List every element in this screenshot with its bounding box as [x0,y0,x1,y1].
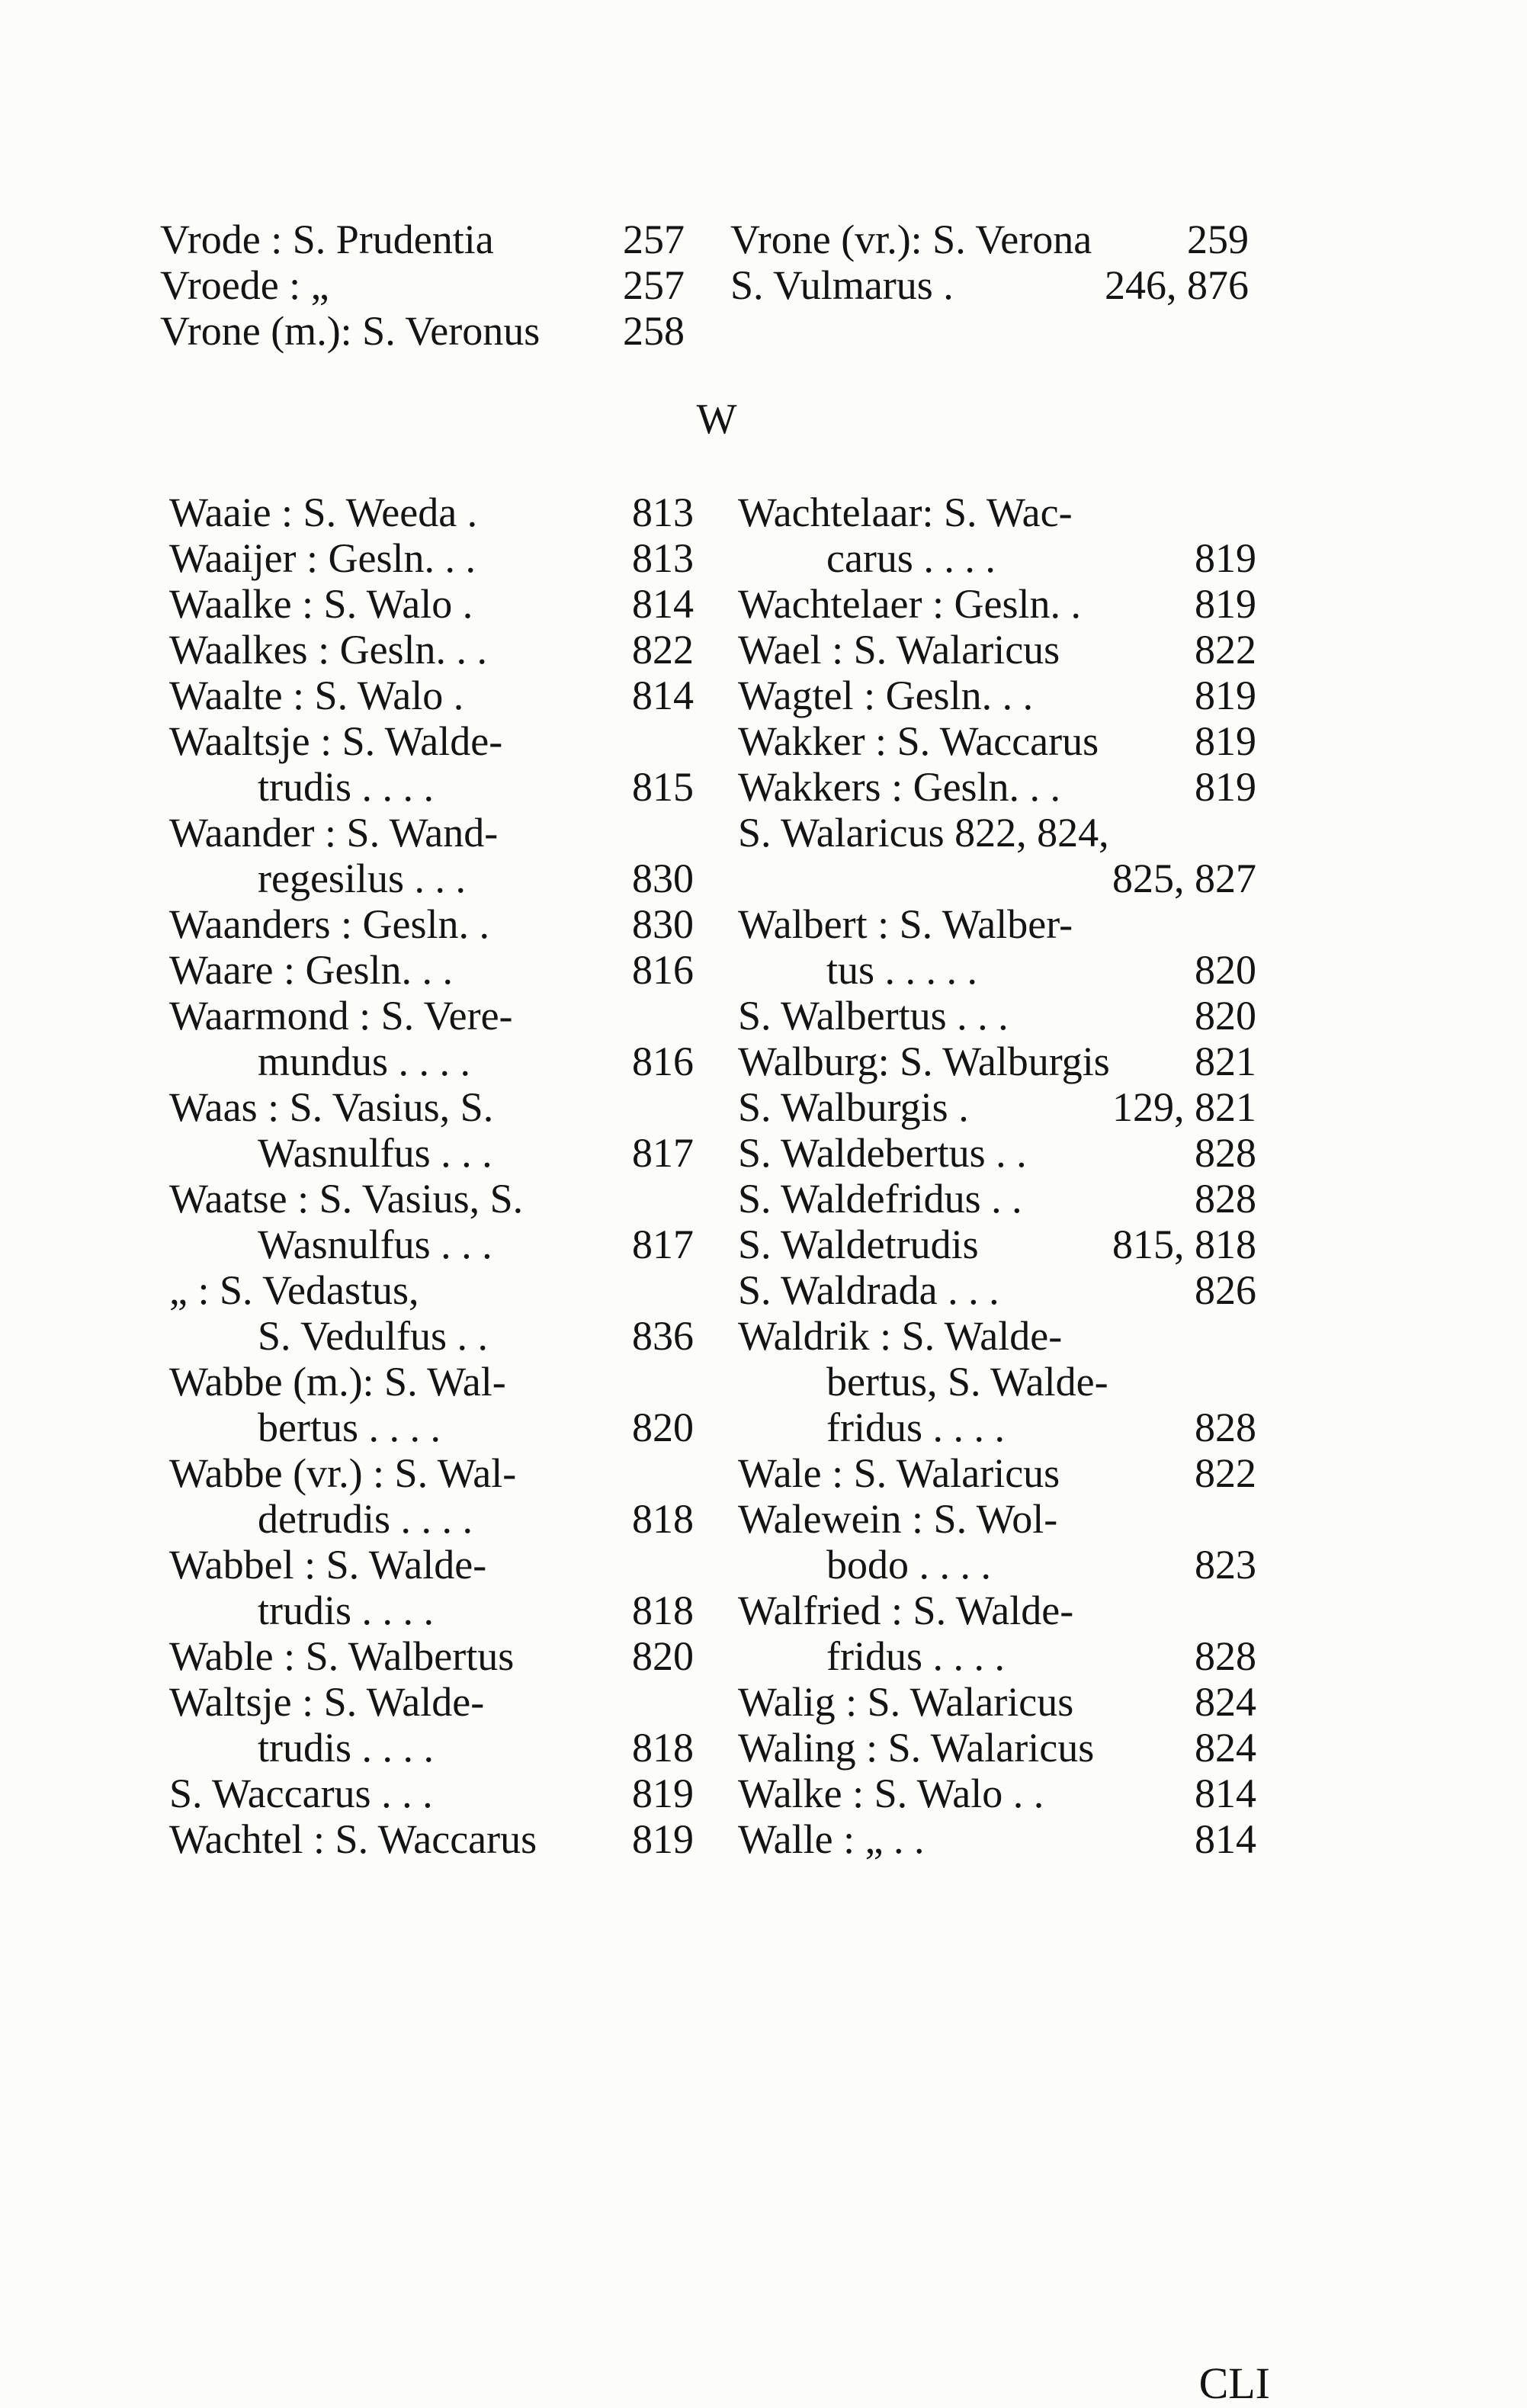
index-entry [169,810,694,856]
entry-text: Wale : S. Walaricus [738,1450,1060,1496]
entry-text: Wasnulfus . . . [258,1222,492,1267]
index-entry [169,1816,694,1862]
entry-text: Walfried : S. Walde- [738,1588,1074,1633]
entry-text: Walke : S. Walo . . [738,1771,1044,1816]
index-entry [738,1588,1256,1633]
entry-page-ref: 821 [1195,1039,1256,1084]
index-entry [738,1679,1256,1725]
entry-page-ref: 819 [1195,673,1256,718]
entry-page-ref: 820 [632,1405,694,1450]
index-entry [738,1130,1256,1176]
index-entry [169,856,694,901]
left-column [169,490,694,1862]
entry-text: Wachtelaar: S. Wac- [738,490,1073,535]
entry-page-ref: 826 [1195,1267,1256,1313]
page-number: CLI [1198,2358,1270,2408]
entry-text: S. Waldebertus . . [738,1130,1027,1176]
entry-page-ref: 258 [623,308,685,354]
entry-page-ref: 819 [1195,764,1256,810]
entry-page-ref: 819 [1195,535,1256,581]
entry-text: Walbert : S. Walber- [738,901,1073,947]
entry-text: Wachtel : S. Waccarus [169,1816,537,1862]
index-entry [738,1542,1256,1588]
entry-text: S. Waldetrudis [738,1222,979,1267]
entry-text: Walle : „ . . [738,1816,925,1862]
entry-text: Waare : Gesln. . . [169,947,454,993]
index-entry [738,1084,1256,1130]
entry-page-ref: 824 [1195,1679,1256,1725]
index-entry [169,627,694,673]
index-entry [169,1450,694,1496]
entry-text: Wable : S. Walbertus [169,1633,515,1679]
entry-page-ref: 815, 818 [1112,1222,1256,1267]
entry-text: carus . . . . [826,535,996,581]
entry-text: bertus, S. Walde- [826,1359,1108,1405]
index-entry [738,535,1256,581]
entry-text: Waas : S. Vasius, S. [169,1084,494,1130]
index-entry [738,1222,1256,1267]
index-entry [169,1176,694,1222]
entry-page-ref: 813 [632,490,694,535]
index-entry [169,764,694,810]
entry-page-ref: 818 [632,1725,694,1771]
entry-text: Wagtel : Gesln. . . [738,673,1034,718]
entry-text: S. Walaricus 822, 824, [738,810,1109,856]
index-entry [169,1542,694,1588]
index-entry [738,1313,1256,1359]
index-entry [730,217,1249,262]
index-entry [169,673,694,718]
top-left-entries [160,217,685,354]
entry-text: Wabbe (m.): S. Wal- [169,1359,506,1405]
index-entry [738,490,1256,535]
entry-page-ref: 828 [1195,1176,1256,1222]
entry-text: Walburg: S. Walburgis [738,1039,1110,1084]
entry-text: detrudis . . . . [258,1496,473,1542]
entry-text: S. Vulmarus . [730,262,954,308]
index-entry [738,901,1256,947]
entry-text: Waalkes : Gesln. . . [169,627,488,673]
entry-text: Wachtelaer : Gesln. . [738,581,1081,627]
entry-text: Waltsje : S. Walde- [169,1679,485,1725]
index-entry [169,1588,694,1633]
entry-page-ref: 257 [623,217,685,262]
index-entry [738,1725,1256,1771]
entry-text: trudis . . . . [258,1588,435,1633]
index-entry [738,764,1256,810]
index-entry [738,1496,1256,1542]
index-entry [169,1267,694,1313]
index-entry [169,490,694,535]
entry-text: S. Waccarus . . . [169,1771,433,1816]
index-entry [738,627,1256,673]
index-entry [169,535,694,581]
entry-page-ref: 822 [632,627,694,673]
entry-text: Wasnulfus . . . [258,1130,492,1176]
entry-page-ref: 828 [1195,1130,1256,1176]
entry-page-ref: 823 [1195,1542,1256,1588]
entry-page-ref: 257 [623,262,685,308]
index-entry [160,308,685,354]
index-entry [738,1633,1256,1679]
entry-text: S. Waldefridus . . [738,1176,1022,1222]
index-entry [738,993,1256,1039]
index-entry [169,581,694,627]
index-entry [169,947,694,993]
entry-text: Wakkers : Gesln. . . [738,764,1061,810]
entry-page-ref: 815 [632,764,694,810]
entry-page-ref: 820 [1195,947,1256,993]
entry-page-ref: 822 [1195,1450,1256,1496]
entry-text: Vrode : S. Prudentia [160,217,494,262]
entry-text: Waander : S. Wand- [169,810,499,856]
entry-text: Walewein : S. Wol- [738,1496,1058,1542]
entry-page-ref: 814 [1195,1771,1256,1816]
index-entry [738,856,1256,901]
index-entry [738,1816,1256,1862]
entry-page-ref: 836 [632,1313,694,1359]
top-right-entries [730,217,1249,308]
entry-page-ref: 818 [632,1496,694,1542]
index-entry [169,1496,694,1542]
entry-text: Walig : S. Walaricus [738,1679,1074,1725]
entry-text: Waatse : S. Vasius, S. [169,1176,524,1222]
entry-page-ref: 819 [1195,718,1256,764]
index-entry [738,581,1256,627]
index-entry [730,262,1249,308]
entry-page-ref: 814 [632,673,694,718]
entry-page-ref: 820 [1195,993,1256,1039]
entry-text: Waalte : S. Walo . [169,673,464,718]
entry-text: Waarmond : S. Vere- [169,993,513,1039]
right-column [738,490,1256,1862]
entry-page-ref: 246, 876 [1105,262,1249,308]
entry-text: Waling : S. Walaricus [738,1725,1095,1771]
entry-page-ref: 825, 827 [1112,856,1256,901]
entry-page-ref: 259 [1187,217,1249,262]
entry-text: S. Vedulfus . . [258,1313,489,1359]
index-entry [738,810,1256,856]
entry-page-ref: 814 [632,581,694,627]
index-entry [169,1405,694,1450]
entry-text: fridus . . . . [826,1405,1005,1450]
index-entry [738,1771,1256,1816]
entry-text: Waalke : S. Walo . [169,581,473,627]
entry-page-ref: 824 [1195,1725,1256,1771]
index-entry [160,262,685,308]
index-entry [169,718,694,764]
index-entry [738,1450,1256,1496]
entry-page-ref: 828 [1195,1405,1256,1450]
entry-text: S. Walbertus . . . [738,993,1009,1039]
entry-page-ref: 819 [632,1816,694,1862]
entry-text: Wabbel : S. Walde- [169,1542,487,1588]
entry-text: Waaie : S. Weeda . [169,490,478,535]
index-entry [169,1359,694,1405]
entry-text: „ : S. Vedastus, [169,1267,419,1313]
entry-text: trudis . . . . [258,764,435,810]
entry-page-ref: 129, 821 [1112,1084,1256,1130]
index-entry [169,1725,694,1771]
entry-text: Waldrik : S. Walde- [738,1313,1063,1359]
index-entry [738,1267,1256,1313]
entry-text: bodo . . . . [826,1542,991,1588]
index-entry [169,1633,694,1679]
entry-text: mundus . . . . [258,1039,471,1084]
entry-text: Wabbe (vr.) : S. Wal- [169,1450,517,1496]
index-entry [738,947,1256,993]
entry-page-ref: 830 [632,856,694,901]
entry-page-ref: 820 [632,1633,694,1679]
entry-text: Vroede : „ [160,262,329,308]
entry-text: Waaltsje : S. Walde- [169,718,503,764]
entry-text: Wael : S. Walaricus [738,627,1060,673]
entry-text: Wakker : S. Waccarus [738,718,1099,764]
index-entry [169,1084,694,1130]
index-entry [738,718,1256,764]
index-entry [169,1039,694,1084]
entry-page-ref: 816 [632,1039,694,1084]
entry-text: bertus . . . . [258,1405,441,1450]
entry-text: S. Waldrada . . . [738,1267,999,1313]
entry-page-ref: 819 [632,1771,694,1816]
index-entry [169,1679,694,1725]
entry-page-ref: 814 [1195,1816,1256,1862]
letter-heading: W [696,396,737,443]
entry-page-ref: 818 [632,1588,694,1633]
entry-page-ref: 819 [1195,581,1256,627]
entry-page-ref: 816 [632,947,694,993]
index-entry [738,1039,1256,1084]
entry-text: S. Walburgis . [738,1084,969,1130]
index-entry [169,1222,694,1267]
index-entry [169,901,694,947]
index-entry [169,1771,694,1816]
entry-text: tus . . . . . [826,947,978,993]
entry-text: regesilus . . . [258,856,466,901]
entry-page-ref: 822 [1195,627,1256,673]
index-entry [160,217,685,262]
entry-text: Waaijer : Gesln. . . [169,535,476,581]
entry-page-ref: 830 [632,901,694,947]
index-entry [738,673,1256,718]
entry-text: fridus . . . . [826,1633,1005,1679]
entry-text: trudis . . . . [258,1725,435,1771]
index-entry [169,1313,694,1359]
index-entry [738,1176,1256,1222]
entry-page-ref: 828 [1195,1633,1256,1679]
entry-page-ref: 817 [632,1130,694,1176]
entry-page-ref: 817 [632,1222,694,1267]
index-entry [738,1359,1256,1405]
entry-text: Waanders : Gesln. . [169,901,490,947]
entry-text: Vrone (m.): S. Veronus [160,308,541,354]
index-entry [169,1130,694,1176]
entry-page-ref: 813 [632,535,694,581]
index-entry [738,1405,1256,1450]
entry-text: Vrone (vr.): S. Verona [730,217,1092,262]
index-entry [169,993,694,1039]
